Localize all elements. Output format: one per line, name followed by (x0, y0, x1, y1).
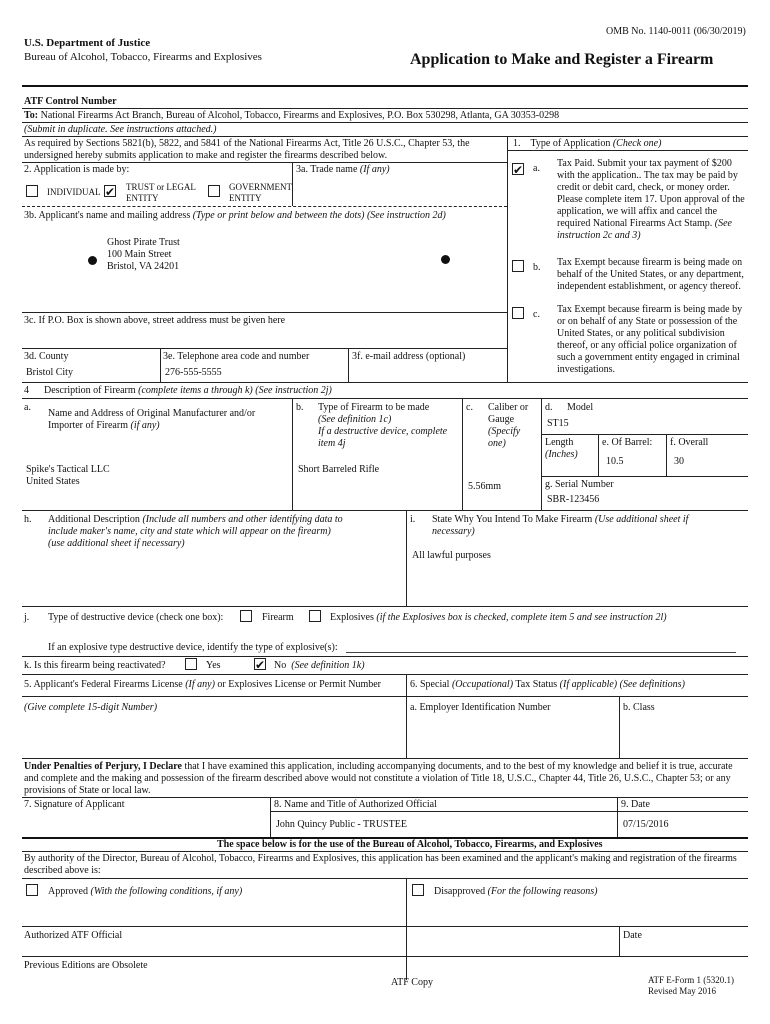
item2-label: 2. Application is made by: (24, 164, 130, 175)
trust-checkbox[interactable]: ✔ (105, 185, 116, 199)
statutory-text-2: undersigned hereby submits application to make and register the firearms described below. (24, 150, 388, 161)
item4d-letter: d. (545, 402, 553, 413)
item7-label: 7. Signature of Applicant (24, 799, 125, 810)
perjury-line-3: provisions of State or local law. (24, 785, 151, 796)
to-label: To: (24, 110, 39, 121)
option-a-letter: a. (533, 163, 540, 174)
overall-length-label: f. Overall (670, 437, 709, 448)
trust-label-1: TRUST or LEGAL (126, 182, 196, 192)
tax-exempt-state-text: Tax Exempt because firearm is being made by or on behalf of any State or possession of the United States, or any political subdivision thereof, or any official police organization of such a government entity engaged in criminal investigations. (557, 304, 743, 375)
submit-note: (Submit in duplicate. See instructions attached.) (24, 124, 217, 135)
item3b-label: 3b. Applicant's name and mailing address (Type or print below and between the dots) (See instruction 2d) (24, 210, 446, 221)
manufacturer-name: Spike's Tactical LLC (26, 464, 110, 475)
tax-exempt-us-text: Tax Exempt because firearm is being made on behalf of the United States, or any department, independent establishment, or agency thereof. (557, 257, 744, 292)
serial-number-value: SBR-123456 (547, 494, 600, 505)
item4h-hint-2: include maker's name, city and state which will appear on the firearm) (48, 526, 331, 537)
omb-number: OMB No. 1140-0011 (06/30/2019) (606, 26, 746, 37)
bureau-name: Bureau of Alcohol, Tobacco, Firearms and Explosives (24, 51, 262, 63)
item6-label: 6. Special (Occupational) Tax Status (If applicable) (See definitions) (410, 679, 685, 690)
applicant-name: Ghost Pirate Trust (107, 237, 180, 248)
applicant-city: Bristol, VA 24201 (107, 261, 180, 272)
item5-hint: (Give complete 15-digit Number) (24, 702, 158, 713)
tax-exempt-state-checkbox[interactable] (512, 307, 524, 319)
inches-label: (Inches) (545, 449, 578, 460)
applicant-street: 100 Main Street (107, 249, 172, 260)
atf-control-number: ATF Control Number (24, 96, 117, 107)
atf-official-label: Authorized ATF Official (24, 930, 123, 941)
item4c-letter: c. (466, 402, 473, 413)
ein-label: a. Employer Identification Number (410, 702, 551, 713)
item4c-hint-1: (Specify (488, 426, 521, 437)
item4c-label-2: Gauge (488, 414, 515, 425)
explosives-label: Explosives (if the Explosives box is checked, complete item 5 and see instruction 2l) (330, 612, 667, 623)
individual-label: INDIVIDUAL (47, 187, 101, 197)
individual-checkbox[interactable] (26, 185, 38, 197)
address-dot-right (441, 255, 450, 264)
statutory-text-1: As required by Sections 5821(b), 5822, and 5841 of the National Firearms Act, Title 26 U.S.C., Chapter 53, the (24, 138, 470, 149)
department-name: U.S. Department of Justice (24, 37, 151, 49)
firearm-checkbox[interactable] (240, 610, 252, 622)
item4a-label-1: Name and Address of Original Manufacturer and/or (48, 408, 256, 419)
item4k-label: k. Is this firearm being reactivated? (24, 660, 166, 671)
item8-label: 8. Name and Title of Authorized Official (274, 799, 437, 810)
item4c-label-1: Caliber or (488, 402, 529, 413)
item4j-label: Type of destructive device (check one box): (48, 612, 224, 623)
obsolete-note: Previous Editions are Obsolete (24, 960, 148, 971)
item4h-label: Additional Description (Include all numbers and other identifying data to (48, 514, 343, 525)
barrel-length-label: e. Of Barrel: (602, 437, 653, 448)
reactivated-no-label: No (See definition 1k) (274, 660, 365, 671)
item9-label: 9. Date (621, 799, 650, 810)
approved-checkbox[interactable] (26, 884, 38, 896)
item4a-label-2: Importer of Firearm (if any) (48, 420, 160, 431)
item4b-hint-1: (See definition 1c) (318, 414, 392, 425)
reactivated-yes-checkbox[interactable] (185, 658, 197, 670)
overall-length-value: 30 (674, 456, 684, 467)
caliber-value: 5.56mm (468, 481, 502, 492)
length-label: Length (545, 437, 574, 448)
item5-label: 5. Applicant's Federal Firearms License (If any) or Explosives License or Permit Number (24, 679, 381, 690)
item4b-hint-3: item 4j (318, 438, 346, 449)
to-address: National Firearms Act Branch, Bureau of Alcohol, Tobacco, Firearms and Explosives, P.O. Box 530298, Atlanta, GA 30353-0298 (40, 110, 560, 121)
perjury-line-1: Under Penalties of Perjury, I Declare that I have examined this application, including accompanying documents, and to the best of my knowledge and belief it is true, accurate (24, 761, 733, 772)
form-title: Application to Make and Register a Firearm (410, 51, 714, 68)
approved-label: Approved (With the following conditions, if any) (48, 886, 243, 897)
item4b-hint-2: If a destructive device, complete (318, 426, 448, 437)
item4j-letter: j. (24, 612, 30, 623)
model-value: ST15 (547, 418, 569, 429)
item3c-label: 3c. If P.O. Box is shown above, street address must be given here (24, 315, 286, 326)
serial-number-label: g. Serial Number (545, 479, 614, 490)
item1-label: 1. Type of Application (Check one) (513, 138, 662, 149)
atf-authority-line-2: described above is: (24, 865, 101, 876)
disapproved-checkbox[interactable] (412, 884, 424, 896)
explosives-checkbox[interactable] (309, 610, 321, 622)
barrel-length-value: 10.5 (606, 456, 624, 467)
item3f-label: 3f. e-mail address (optional) (352, 351, 466, 362)
tax-paid-text: Tax Paid. Submit your tax payment of $200 with the application.. The tax may be paid by credit or debit card, check, or money order. Please complete item 17. Upon approval of the application, we will affix and cancel the required National Firearms Act Stamp. (See instruction 2c and 3) (557, 158, 745, 241)
revision-date: Revised May 2016 (648, 986, 716, 996)
item3d-label: 3d. County (24, 351, 69, 362)
county-value: Bristol City (26, 367, 73, 378)
government-label-1: GOVERNMENT (229, 182, 292, 192)
form-number: ATF E-Form 1 (5320.1) (648, 975, 734, 985)
reactivated-yes-label: Yes (206, 660, 221, 671)
disapproved-label: Disapproved (For the following reasons) (434, 886, 598, 897)
item4-label: 4 Description of Firearm (complete items a through k) (See instruction 2j) (24, 385, 332, 396)
to-line (24, 110, 559, 122)
government-label-2: ENTITY (229, 193, 262, 203)
item4i-label: State Why You Intend To Make Firearm (Use additional sheet if (432, 514, 689, 525)
official-name-value: John Quincy Public - TRUSTEE (276, 819, 407, 830)
atf-authority-line-1: By authority of the Director, Bureau of Alcohol, Tobacco, Firearms and Explosives, this application has been examined and the applicant's making and registration of the firearms (24, 853, 737, 864)
trust-label-2: ENTITY (126, 193, 159, 203)
item4h-hint-3: (use additional sheet if necessary) (48, 538, 185, 549)
reactivated-no-checkbox[interactable]: ✔ (255, 658, 266, 672)
item3e-label: 3e. Telephone area code and number (163, 351, 310, 362)
explosive-type-label: If an explosive type destructive device, identify the type of explosive(s): (48, 642, 338, 653)
option-c-letter: c. (533, 309, 540, 320)
firearm-label: Firearm (262, 612, 294, 623)
option-b-letter: b. (533, 262, 541, 273)
class-label: b. Class (623, 702, 655, 713)
item4i-hint-2: necessary) (432, 526, 475, 537)
purpose-value: All lawful purposes (412, 550, 491, 561)
address-dot-left (88, 256, 97, 265)
date-value: 07/15/2016 (623, 819, 669, 830)
item4c-hint-2: one) (488, 438, 506, 449)
item4b-label: Type of Firearm to be made (318, 402, 430, 413)
item4a-letter: a. (24, 402, 31, 413)
manufacturer-country: United States (26, 476, 80, 487)
tax-paid-checkbox[interactable]: ✔ (513, 163, 524, 177)
item4b-letter: b. (296, 402, 304, 413)
atf-copy: ATF Copy (391, 977, 433, 988)
firearm-type-value: Short Barreled Rifle (298, 464, 380, 475)
explosive-type-line[interactable] (346, 652, 736, 653)
atf-use-header: The space below is for the use of the Bureau of Alcohol, Tobacco, Firearms, and Explosives (217, 839, 603, 850)
item4i-letter: i. (410, 514, 416, 525)
perjury-line-2: and complete and the making and possession of the firearm described above would not constitute a violation of Title 18, U.S.C., Chapter 44, Title 26, U.S.C., Chapter 53; or any (24, 773, 731, 784)
item3a-label: 3a. Trade name (If any) (296, 164, 390, 175)
government-checkbox[interactable] (208, 185, 220, 197)
tax-exempt-us-checkbox[interactable] (512, 260, 524, 272)
atf-date-label: Date (623, 930, 642, 941)
item4h-letter: h. (24, 514, 32, 525)
phone-value: 276-555-5555 (165, 367, 222, 378)
item4d-label: Model (567, 402, 594, 413)
